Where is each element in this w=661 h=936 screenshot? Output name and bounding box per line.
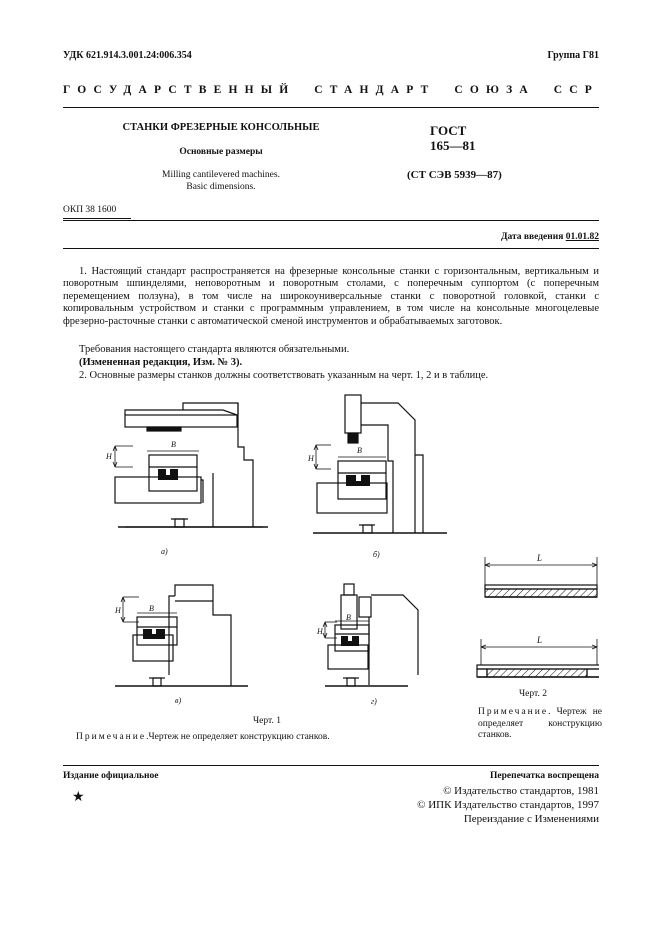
fig-g-caption: г)	[371, 697, 377, 706]
footer-rule	[63, 765, 599, 766]
figure-2-caption: Черт. 2	[519, 689, 547, 699]
figures-drawing	[63, 385, 599, 740]
english-title-line2: Basic dimensions.	[186, 182, 256, 192]
figure-a-horizontal-machine	[113, 403, 268, 527]
figure-2-table-top	[485, 557, 597, 597]
effective-date-label: Дата введения	[500, 232, 564, 242]
fig-v-H-label: H	[115, 606, 121, 615]
reissue-note: Переиздание с Изменениями	[463, 813, 599, 825]
state-standard-heading: ГОСУДАРСТВЕННЫЙ СТАНДАРТ СОЮЗА ССР	[63, 84, 599, 96]
fig-b-caption: б)	[373, 550, 380, 559]
paragraph-amendment: (Измененная редакция, Изм. № 3).	[79, 357, 243, 368]
effective-date-value: 01.01.82	[565, 232, 599, 242]
figure-1-caption: Черт. 1	[253, 716, 281, 726]
group-code: Группа Г81	[547, 50, 599, 61]
date-rule	[63, 248, 599, 249]
fig-v-caption: в)	[175, 696, 182, 705]
english-title	[106, 169, 336, 193]
figure-2-note	[478, 707, 602, 742]
fig-a-H-label: H	[106, 452, 112, 461]
gost-number-block	[430, 123, 476, 153]
figure-1-note-word: Примечание	[76, 732, 147, 742]
okp-code: ОКП 38 1600	[63, 205, 117, 215]
paragraph-1: 1. Настоящий стандарт распространяется на фрезерные консольные станки с горизонтальным, вертикальным и поворотным шпинделями, неповоротным и поворотным столами, с поперечным суппортом (с поперечным перемещением ползуна), в том числе на широкоуниверсальные станки с поворотной головкой, станки с копировальным устройством и станки с программным управлением, в том числе на консольные многоцелевые фрезерно-расточные станки с автоматической сменой инструментов и обрабатываемых заготовок.	[63, 266, 599, 327]
paragraph-2: 2. Основные размеры станков должны соответствовать указанным на черт. 1, 2 и в таблице.	[79, 370, 489, 381]
fig-v-B-label: B	[149, 604, 154, 613]
gost-label: ГОСТ	[430, 123, 467, 138]
figure-2-note-word: Примечание	[478, 707, 549, 717]
copyright-1997: © ИПК Издательство стандартов, 1997	[417, 799, 599, 811]
fig-a-caption: а)	[161, 547, 168, 556]
gost-number: 165—81	[430, 138, 476, 153]
fig-a-B-label: B	[171, 440, 176, 449]
figure-2-note-text: . Чертеж не определяет конструкцию станков.	[478, 707, 602, 740]
copyright-1981: © Издательство стандартов, 1981	[443, 785, 599, 797]
standard-subtitle: Основные размеры	[179, 147, 263, 157]
figure-1-note-text: .Чертеж не определяет конструкцию станков.	[146, 732, 330, 742]
header-rule	[63, 107, 599, 108]
star-icon: ★	[72, 790, 85, 805]
fig-g-B-label: B	[346, 613, 351, 622]
effective-date	[501, 232, 599, 242]
st-sev-reference: (СТ СЭВ 5939—87)	[407, 169, 502, 181]
figure-v-slide-machine	[115, 585, 248, 686]
okp-underline	[63, 218, 131, 219]
fig-b-H-label: H	[308, 454, 314, 463]
udk-code: УДК 621.914.3.001.24:006.354	[63, 50, 192, 61]
english-title-line1: Milling cantilevered machines.	[162, 170, 280, 180]
paragraph-requirements: Требования настоящего стандарта являются обязательными.	[79, 344, 350, 355]
figure-1-note	[76, 732, 330, 742]
standard-title: СТАНКИ ФРЕЗЕРНЫЕ КОНСОЛЬНЫЕ	[122, 122, 320, 133]
fig-g-H-label: H	[317, 627, 323, 636]
title-block-rule	[63, 220, 599, 221]
figure-b-vertical-machine	[313, 395, 447, 533]
figure-g-universal-head-machine	[323, 584, 418, 686]
fig-2-L-label-bottom: L	[537, 635, 543, 645]
reprint-prohibited: Перепечатка воспрещена	[489, 771, 599, 781]
fig-b-B-label: B	[357, 446, 362, 455]
official-edition: Издание официальное	[63, 771, 159, 781]
fig-2-L-label-top: L	[537, 553, 543, 563]
